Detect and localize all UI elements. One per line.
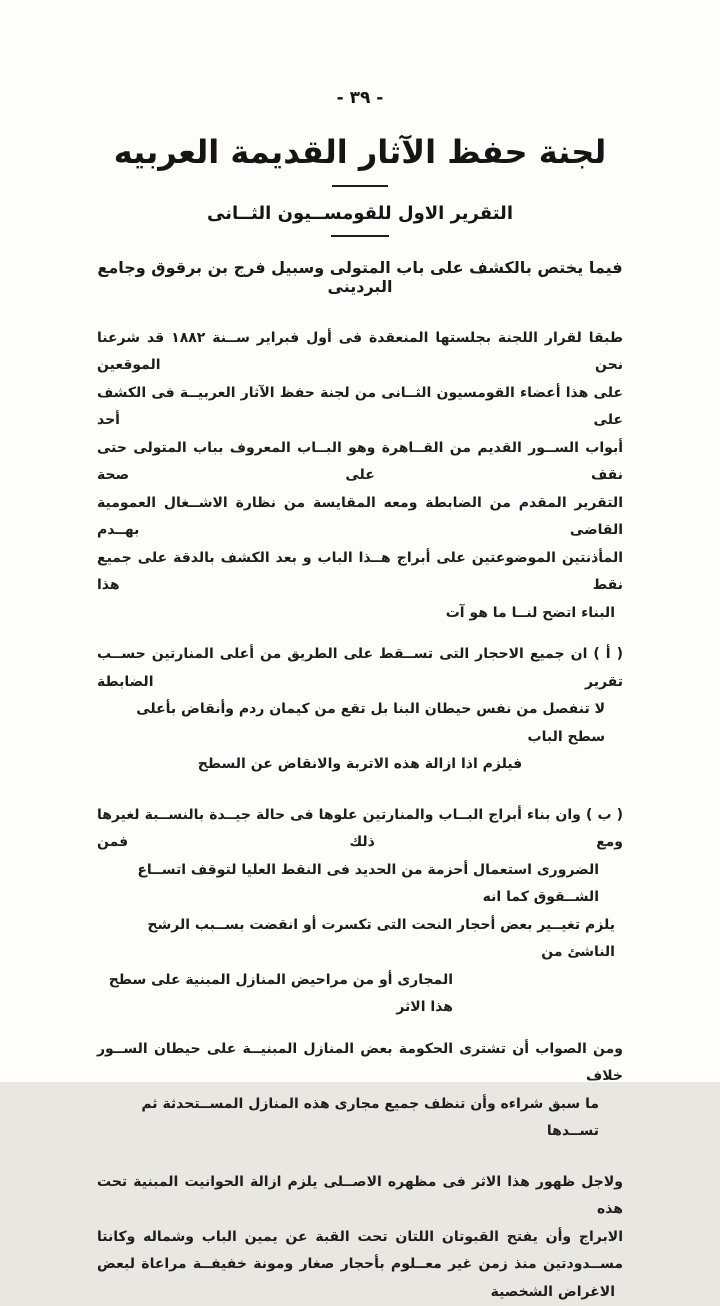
text-line: الاغراض الشخصية: [490, 1283, 615, 1300]
list-item-b: [97, 802, 623, 1022]
item-marker-b: ( ب ): [585, 806, 623, 823]
page-number: - ٣٩ -: [336, 88, 384, 108]
document-subtitle: التقرير الاول للقومســيون الثــانى: [207, 202, 513, 224]
text-line: لا تنفصل من نفس حيطان البنا بل تقع من كيمان ردم وأنقاض بأعلى سطح الباب: [136, 701, 605, 745]
item-marker-a: ( أ ): [593, 646, 624, 663]
text-line: المجارى أو من مراحيض المنازل المبنية على سطح هذا الاثر: [108, 971, 453, 1016]
list-item-a: [97, 641, 623, 779]
subtitle-underline: [331, 235, 389, 237]
text-line: [97, 802, 623, 857]
paragraph-recommendation: [97, 1036, 623, 1146]
item-text: ان جميع الاحجار التى تســقط على الطريق من أعلى المنارتين حســب تقرير الضابطة: [97, 646, 623, 690]
text-line: الضرورى استعمال أحزمة من الحديد فى النقط العليا لتوقف اتســاع الشــقوق كما انه: [137, 861, 599, 906]
text-line: فيلزم اذا ازالة هذه الاتربة والانقاض عن السطح: [197, 756, 523, 773]
title-underline: [332, 185, 388, 187]
section-heading: فيما يختص بالكشف على باب المتولى وسبيل فرج بن برقوق وجامع البردينى: [97, 257, 623, 296]
text-line: طبقا لقرار اللجنة بجلستها المنعقدة فى أول فبراير ســنة ١٨٨٢ قد شرعنا نحن الموقعين: [97, 329, 624, 374]
text-line: ما سبق شراءه وأن تنظف جميع مجارى هذه المنازل المســتحدثة ثم تســدها: [141, 1095, 599, 1140]
document-title: لجنة حفظ الآثار القديمة العربيه: [113, 133, 607, 171]
text-line: المأذنتين الموضوعتين على أبراج هــذا الباب و بعد الكشف بالدقة على جميع نقط هذا: [97, 549, 623, 594]
paragraph-intro: [97, 325, 623, 628]
text-line: [97, 641, 623, 696]
text-line: مســدودتين منذ زمن غير معــلوم بأحجار صغار ومونة خفيفــة مراعاة لبعض: [97, 1256, 623, 1273]
document-body: [0, 296, 720, 1306]
text-line: التقرير المقدم من الضابطة ومعه المقايسة من نظارة الاشــغال العمومية القاضى بهــدم: [97, 494, 623, 539]
item-text: وان بناء أبراج البــاب والمنارتين علوها فى حالة جيــدة بالنســبة لغيرها ومع ذلك فمن: [97, 806, 623, 851]
text-line: على هذا أعضاء القومسيون الثــانى من لجنة حفظ الآثار العربيــة فى الكشف على أحد: [97, 384, 623, 429]
paragraph-restoration: [97, 1169, 623, 1306]
text-line: يلزم تغيــير بعض أحجار النحت التى تكسرت أو انقضت بســبب الرشح الناشئ من: [147, 916, 615, 961]
text-line: الابراج وأن يفتح القبوتان اللتان تحت القبة عن يمين الباب وشماله وكانتا: [97, 1228, 623, 1245]
text-line: ومن الصواب أن تشترى الحكومة بعض المنازل المبنيــة على حيطان الســور خلاف: [97, 1040, 623, 1085]
text-line: ولاجل ظهور هذا الاثر فى مظهره الاصــلى يلزم ازالة الحوانيت المبنية تحت هذه: [97, 1173, 623, 1218]
text-line: البناء اتضح لنــا ما هو آت: [445, 604, 615, 621]
text-line: أبواب الســور القديم من القــاهرة وهو البــاب المعروف بباب المتولى حتى نقف على صحة: [97, 439, 623, 484]
